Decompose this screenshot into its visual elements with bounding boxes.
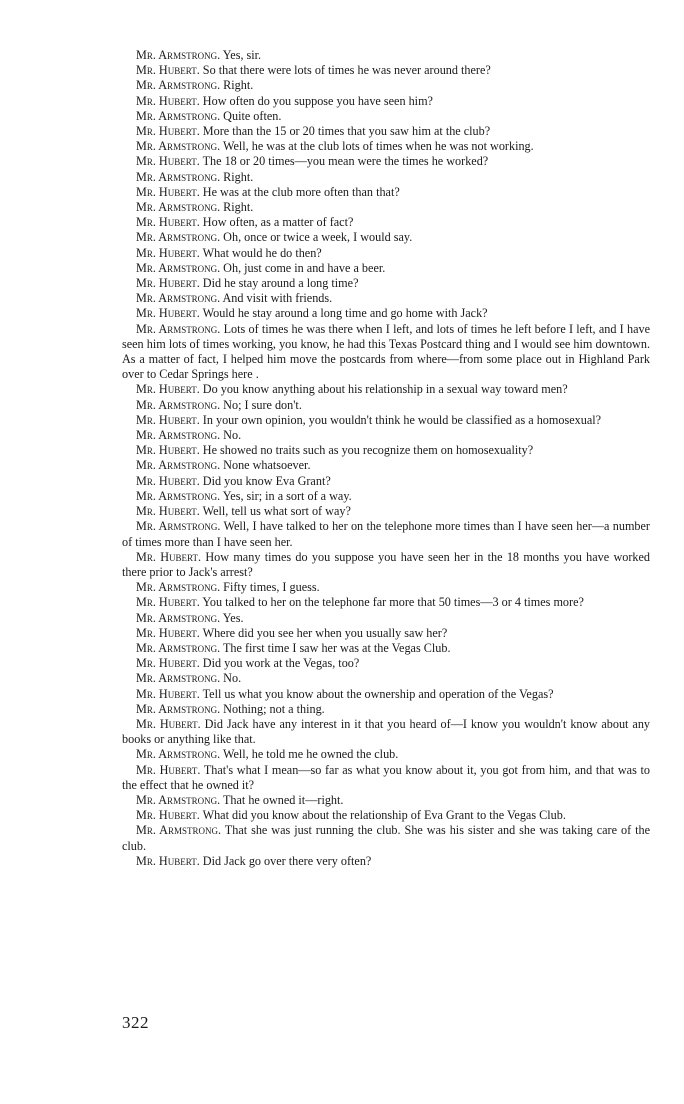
utterance-text: What would he do then? xyxy=(199,245,322,260)
speaker-label: Mr. Hubert. xyxy=(136,686,200,701)
transcript-paragraph xyxy=(122,246,650,261)
speaker-label: Mr. Armstrong. xyxy=(136,428,221,443)
speaker-label: Mr. Armstrong. xyxy=(136,321,221,336)
transcript-paragraph xyxy=(122,656,650,671)
transcript-paragraph xyxy=(122,63,650,78)
utterance-text: How often, as a matter of fact? xyxy=(199,215,354,230)
transcript-paragraph xyxy=(122,580,650,595)
transcript-paragraph xyxy=(122,200,650,215)
utterance-text: Well, I have talked to her on the telephone more times than I have seen her—a number of times more than I have seen her. xyxy=(122,519,650,549)
speaker-label: Mr. Hubert. xyxy=(136,412,200,427)
speaker-label: Mr. Armstrong. xyxy=(136,291,221,306)
speaker-label: Mr. Hubert. xyxy=(136,124,200,139)
utterance-text: He was at the club more often than that? xyxy=(199,184,400,199)
utterance-text: And visit with friends. xyxy=(220,291,333,306)
transcript-paragraph xyxy=(122,808,650,823)
utterance-text: More than the 15 or 20 times that you saw him at the club? xyxy=(199,124,491,139)
utterance-text: Well, tell us what sort of way? xyxy=(199,504,351,519)
transcript-paragraph xyxy=(122,823,650,853)
transcript-paragraph xyxy=(122,154,650,169)
transcript-paragraph xyxy=(122,306,650,321)
speaker-label: Mr. Armstrong. xyxy=(136,230,221,245)
transcript-paragraph xyxy=(122,854,650,869)
utterance-text: Right. xyxy=(220,78,254,93)
transcript-paragraph xyxy=(122,519,650,549)
transcript-paragraph xyxy=(122,458,650,473)
utterance-text: No. xyxy=(220,671,242,686)
speaker-label: Mr. Armstrong. xyxy=(136,488,221,503)
speaker-label: Mr. Hubert. xyxy=(136,625,200,640)
speaker-label: Mr. Armstrong. xyxy=(136,792,221,807)
speaker-label: Mr. Armstrong. xyxy=(136,671,221,686)
utterance-text: Yes, sir. xyxy=(220,48,262,62)
transcript-paragraph xyxy=(122,641,650,656)
utterance-text: What did you know about the relationship of Eva Grant to the Vegas Club. xyxy=(199,808,566,823)
transcript-paragraph xyxy=(122,78,650,93)
transcript-paragraph xyxy=(122,717,650,747)
utterance-text: No. xyxy=(220,428,242,443)
speaker-label: Mr. Armstrong. xyxy=(136,260,221,275)
utterance-text: Oh, just come in and have a beer. xyxy=(220,260,386,275)
speaker-label: Mr. Hubert. xyxy=(136,93,200,108)
transcript-paragraph xyxy=(122,443,650,458)
speaker-label: Mr. Hubert. xyxy=(136,306,200,321)
transcript-paragraph xyxy=(122,687,650,702)
transcript-paragraph xyxy=(122,763,650,793)
page-number: 322 xyxy=(122,1013,149,1032)
utterance-text: Do you know anything about his relationship in a sexual way toward men? xyxy=(199,382,568,397)
transcript-paragraph xyxy=(122,702,650,717)
transcript-paragraph xyxy=(122,109,650,124)
speaker-label: Mr. Armstrong. xyxy=(136,610,221,625)
transcript-paragraph xyxy=(122,504,650,519)
speaker-label: Mr. Armstrong. xyxy=(136,78,221,93)
utterance-text: The first time I saw her was at the Vegas Club. xyxy=(220,640,451,655)
transcript-paragraph xyxy=(122,215,650,230)
utterance-text: Fifty times, I guess. xyxy=(220,580,320,595)
transcript-paragraph xyxy=(122,398,650,413)
utterance-text: That's what I mean—so far as what you know about it, you got from him, and that was to the effect that he owned it? xyxy=(122,762,650,792)
speaker-label: Mr. Armstrong. xyxy=(136,580,221,595)
speaker-label: Mr. Hubert. xyxy=(136,382,200,397)
utterance-text: Did you know Eva Grant? xyxy=(199,473,331,488)
transcript-paragraph xyxy=(122,124,650,139)
utterance-text: Tell us what you know about the ownership and operation of the Vegas? xyxy=(199,686,554,701)
utterance-text: Yes. xyxy=(220,610,244,625)
speaker-label: Mr. Hubert. xyxy=(136,63,200,78)
utterance-text: Did he stay around a long time? xyxy=(199,276,359,291)
utterance-text: In your own opinion, you wouldn't think he would be classified as a homosexual? xyxy=(199,412,602,427)
speaker-label: Mr. Armstrong. xyxy=(136,48,221,62)
speaker-label: Mr. Armstrong. xyxy=(136,747,221,762)
utterance-text: Oh, once or twice a week, I would say. xyxy=(220,230,413,245)
utterance-text: Did Jack have any interest in it that you heard of—I know you wouldn't know about any books or anything like that. xyxy=(122,716,651,747)
speaker-label: Mr. Armstrong. xyxy=(136,640,221,655)
speaker-label: Mr. Armstrong. xyxy=(136,108,221,123)
speaker-label: Mr. Hubert. xyxy=(136,549,202,564)
utterance-text: He showed no traits such as you recognize them on homosexuality? xyxy=(199,443,534,458)
transcript-paragraph xyxy=(122,276,650,291)
speaker-label: Mr. Hubert. xyxy=(136,808,200,823)
utterance-text: Lots of times he was there when I left, and lots of times he left before I left, and I have seen him lots of times working, you know, he had this Texas Postcard thing and I would see him downtown. As a matter of fact, I helped him move the postcards from where—from some place out in Highland Park over to Cedar Springs here . xyxy=(122,321,650,382)
transcript-paragraph xyxy=(122,413,650,428)
speaker-label: Mr. Armstrong. xyxy=(136,169,221,184)
speaker-label: Mr. Armstrong. xyxy=(136,519,221,534)
utterance-text: Did you work at the Vegas, too? xyxy=(199,656,360,671)
utterance-text: Right. xyxy=(220,169,254,184)
speaker-label: Mr. Armstrong. xyxy=(136,397,221,412)
transcript-paragraph xyxy=(122,428,650,443)
transcript-paragraph xyxy=(122,230,650,245)
speaker-label: Mr. Hubert. xyxy=(136,215,200,230)
utterance-text: Yes, sir; in a sort of a way. xyxy=(220,488,352,503)
transcript-paragraph xyxy=(122,139,650,154)
transcript-paragraph xyxy=(122,550,650,580)
utterance-text: None whatsoever. xyxy=(220,458,311,473)
speaker-label: Mr. Hubert. xyxy=(136,276,200,291)
transcript-body xyxy=(122,48,650,869)
speaker-label: Mr. Hubert. xyxy=(136,473,200,488)
transcript-paragraph xyxy=(122,611,650,626)
transcript-paragraph xyxy=(122,382,650,397)
transcript-paragraph xyxy=(122,626,650,641)
speaker-label: Mr. Armstrong. xyxy=(136,823,222,838)
transcript-paragraph xyxy=(122,793,650,808)
utterance-text: Did Jack go over there very often? xyxy=(199,853,372,868)
speaker-label: Mr. Armstrong. xyxy=(136,139,221,154)
utterance-text: How often do you suppose you have seen him? xyxy=(199,93,433,108)
utterance-text: Well, he told me he owned the club. xyxy=(220,747,399,762)
utterance-text: Right. xyxy=(220,200,254,215)
transcript-paragraph xyxy=(122,747,650,762)
transcript-paragraph xyxy=(122,94,650,109)
speaker-label: Mr. Hubert. xyxy=(136,443,200,458)
transcript-paragraph xyxy=(122,474,650,489)
speaker-label: Mr. Hubert. xyxy=(136,716,201,731)
speaker-label: Mr. Armstrong. xyxy=(136,701,221,716)
speaker-label: Mr. Hubert. xyxy=(136,184,200,199)
transcript-paragraph xyxy=(122,291,650,306)
utterance-text: Well, he was at the club lots of times when he was not working. xyxy=(220,139,534,154)
utterance-text: So that there were lots of times he was never around there? xyxy=(199,63,491,78)
speaker-label: Mr. Hubert. xyxy=(136,504,200,519)
speaker-label: Mr. Hubert. xyxy=(136,245,200,260)
transcript-paragraph xyxy=(122,48,650,63)
transcript-paragraph xyxy=(122,595,650,610)
speaker-label: Mr. Hubert. xyxy=(136,595,200,610)
speaker-label: Mr. Hubert. xyxy=(136,154,200,169)
transcript-paragraph xyxy=(122,322,650,383)
speaker-label: Mr. Hubert. xyxy=(136,656,200,671)
utterance-text: That she was just running the club. She was his sister and she was taking care of the club. xyxy=(122,823,650,853)
speaker-label: Mr. Hubert. xyxy=(136,853,200,868)
speaker-label: Mr. Hubert. xyxy=(136,762,201,777)
transcript-paragraph xyxy=(122,671,650,686)
transcript-paragraph xyxy=(122,489,650,504)
speaker-label: Mr. Armstrong. xyxy=(136,458,221,473)
utterance-text: That he owned it—right. xyxy=(220,792,344,807)
utterance-text: How many times do you suppose you have seen her in the 18 months you have worked there prior to Jack's arrest? xyxy=(122,549,650,579)
utterance-text: No; I sure don't. xyxy=(220,397,302,412)
transcript-paragraph xyxy=(122,185,650,200)
transcript-paragraph xyxy=(122,261,650,276)
utterance-text: Would he stay around a long time and go home with Jack? xyxy=(199,306,488,321)
utterance-text: Quite often. xyxy=(220,108,282,123)
speaker-label: Mr. Armstrong. xyxy=(136,200,221,215)
utterance-text: Where did you see her when you usually saw her? xyxy=(199,625,448,640)
utterance-text: Nothing; not a thing. xyxy=(220,701,325,716)
transcript-paragraph xyxy=(122,170,650,185)
utterance-text: The 18 or 20 times—you mean were the times he worked? xyxy=(199,154,489,169)
utterance-text: You talked to her on the telephone far more that 50 times—3 or 4 times more? xyxy=(199,595,584,610)
